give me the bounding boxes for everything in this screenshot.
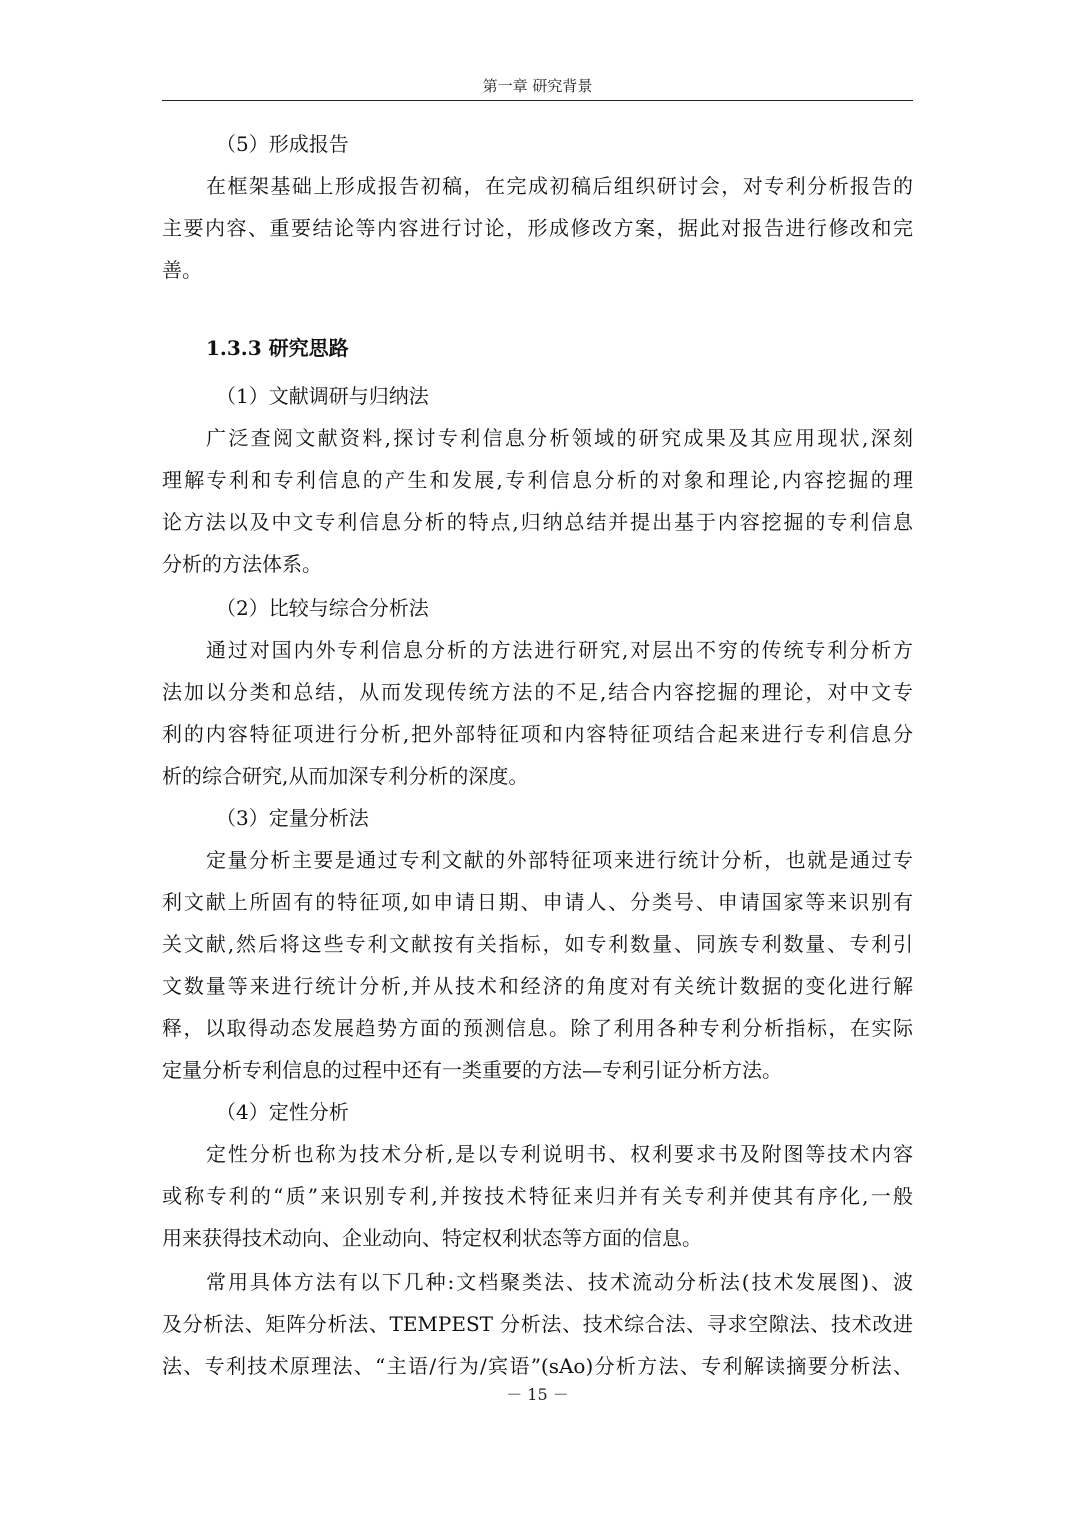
- text-line: 定性分析也称为技术分析,是以专利说明书、权利要求书及附图等技术内容: [206, 1142, 913, 1166]
- text-line: 释，以取得动态发展趋势方面的预测信息。除了利用各种专利分析指标，在实际: [162, 1016, 913, 1040]
- text-line: 关文献,然后将这些专利文献按有关指标，如专利数量、同族专利数量、专利引: [162, 932, 913, 956]
- section-heading-1-3-3: 1.3.3 研究思路: [206, 336, 349, 360]
- text-line: 定量分析主要是通过专利文献的外部特征项来进行统计分析，也就是通过专: [206, 848, 913, 872]
- subheading-4: （4）定性分析: [216, 1100, 349, 1124]
- subheading-5: （5）形成报告: [216, 132, 349, 156]
- text-line: 定量分析专利信息的过程中还有一类重要的方法—专利引证分析方法。: [162, 1058, 782, 1082]
- text-line: 利文献上所固有的特征项,如申请日期、申请人、分类号、申请国家等来识别有: [162, 890, 913, 914]
- text-line: 或称专利的“质”来识别专利,并按技术特征来归并有关专利并使其有序化,一般: [162, 1184, 913, 1208]
- header-rule: [162, 100, 913, 101]
- text-line: 及分析法、矩阵分析法、TEMPEST 分析法、技术综合法、寻求空隙法、技术改进: [162, 1312, 913, 1336]
- text-line: 论方法以及中文专利信息分析的特点,归纳总结并提出基于内容挖掘的专利信息: [162, 510, 913, 534]
- subheading-3: （3）定量分析法: [216, 806, 369, 830]
- text-line: 利的内容特征项进行分析,把外部特征项和内容特征项结合起来进行专利信息分: [162, 722, 913, 746]
- text-line: 分析的方法体系。: [162, 552, 322, 576]
- text-line: 在框架基础上形成报告初稿，在完成初稿后组织研讨会，对专利分析报告的: [206, 174, 913, 198]
- text-line: 主要内容、重要结论等内容进行讨论，形成修改方案，据此对报告进行修改和完: [162, 216, 913, 240]
- page-header: 第一章 研究背景: [482, 77, 593, 95]
- subheading-1: （1）文献调研与归纳法: [216, 384, 429, 408]
- text-line: 常用具体方法有以下几种:文档聚类法、技术流动分析法(技术发展图)、波: [206, 1270, 913, 1294]
- text-line: 理解专利和专利信息的产生和发展,专利信息分析的对象和理论,内容挖掘的理: [162, 468, 913, 492]
- text-line: 析的综合研究,从而加深专利分析的深度。: [162, 764, 529, 788]
- text-line: 善。: [162, 258, 202, 282]
- page-number: － 15 －: [506, 1385, 569, 1404]
- text-line: 用来获得技术动向、企业动向、特定权利状态等方面的信息。: [162, 1226, 702, 1250]
- text-line: 通过对国内外专利信息分析的方法进行研究,对层出不穷的传统专利分析方: [206, 638, 913, 662]
- subheading-2: （2）比较与综合分析法: [216, 596, 429, 620]
- text-line: 文数量等来进行统计分析,并从技术和经济的角度对有关统计数据的变化进行解: [162, 974, 913, 998]
- text-line: 广泛查阅文献资料,探讨专利信息分析领域的研究成果及其应用现状,深刻: [206, 426, 913, 450]
- text-line: 法加以分类和总结，从而发现传统方法的不足,结合内容挖掘的理论，对中文专: [162, 680, 913, 704]
- text-line: 法、专利技术原理法、“主语/行为/宾语”(sAo)分析方法、专利解读摘要分析法、: [162, 1354, 913, 1378]
